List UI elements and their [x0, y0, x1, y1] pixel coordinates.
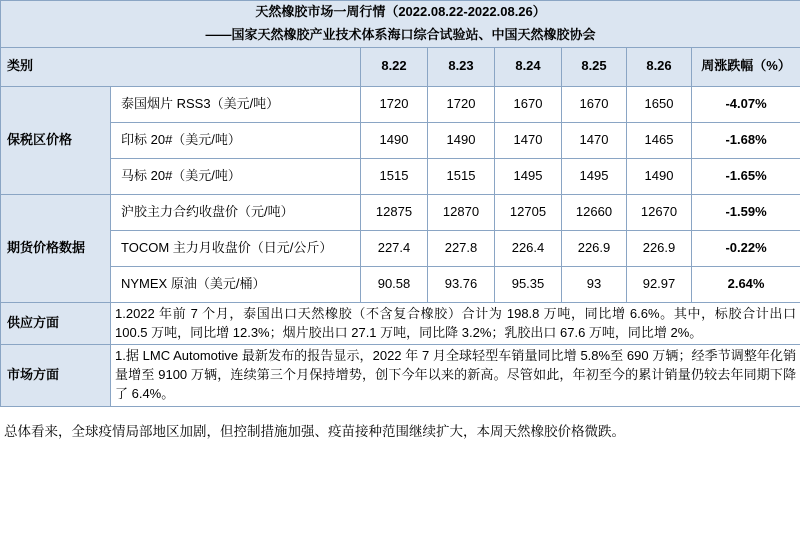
- cell-value: 1495: [495, 158, 562, 194]
- column-header-date-4: 8.25: [562, 47, 627, 86]
- cell-weekly-change: -1.68%: [692, 122, 800, 158]
- cell-weekly-change: -0.22%: [692, 230, 800, 266]
- cell-value: 1650: [627, 86, 692, 122]
- cell-value: 93.76: [428, 266, 495, 302]
- cell-value: 12705: [495, 194, 562, 230]
- cell-value: 1515: [361, 158, 428, 194]
- cell-value: 93: [562, 266, 627, 302]
- cell-weekly-change: 2.64%: [692, 266, 800, 302]
- cell-value: 95.35: [495, 266, 562, 302]
- cell-value: 227.8: [428, 230, 495, 266]
- table-row: [1, 266, 800, 302]
- row-label: 泰国烟片 RSS3（美元/吨）: [111, 86, 361, 122]
- report-title: 天然橡胶市场一周行情（2022.08.22-2022.08.26）: [1, 1, 800, 24]
- cell-value: 1470: [562, 122, 627, 158]
- column-header-category: 类别: [1, 47, 361, 86]
- cell-value: 1720: [428, 86, 495, 122]
- cell-value: 92.97: [627, 266, 692, 302]
- cell-value: 12660: [562, 194, 627, 230]
- cell-value: 90.58: [361, 266, 428, 302]
- supply-section-row: [1, 302, 800, 345]
- category-supply: 供应方面: [1, 302, 111, 345]
- category-market: 市场方面: [1, 345, 111, 407]
- cell-value: 1490: [428, 122, 495, 158]
- cell-value: 1670: [562, 86, 627, 122]
- table-row: [1, 158, 800, 194]
- row-label: TOCOM 主力月收盘价（日元/公斤）: [111, 230, 361, 266]
- category-bonded-price: 保税区价格: [1, 86, 111, 194]
- cell-value: 1490: [361, 122, 428, 158]
- row-label: 马标 20#（美元/吨）: [111, 158, 361, 194]
- report-subtitle: ——国家天然橡胶产业技术体系海口综合试验站、中国天然橡胶协会: [1, 24, 800, 47]
- table-row: [1, 194, 800, 230]
- row-label: NYMEX 原油（美元/桶）: [111, 266, 361, 302]
- row-label: 印标 20#（美元/吨）: [111, 122, 361, 158]
- cell-weekly-change: -4.07%: [692, 86, 800, 122]
- cell-value: 1670: [495, 86, 562, 122]
- column-header-date-3: 8.24: [495, 47, 562, 86]
- cell-value: 226.4: [495, 230, 562, 266]
- column-header-date-1: 8.22: [361, 47, 428, 86]
- summary-text: 总体看来，全球疫情局部地区加剧，但控制措施加强、疫苗接种范围继续扩大，本周天然橡胶价格微跌。: [4, 423, 625, 439]
- cell-value: 1470: [495, 122, 562, 158]
- cell-value: 226.9: [627, 230, 692, 266]
- cell-weekly-change: -1.65%: [692, 158, 800, 194]
- table-row: [1, 122, 800, 158]
- table-row: [1, 230, 800, 266]
- cell-value: 227.4: [361, 230, 428, 266]
- header-row: [1, 47, 800, 86]
- cell-value: 1495: [562, 158, 627, 194]
- cell-value: 12870: [428, 194, 495, 230]
- market-text: 1.据 LMC Automotive 最新发布的报告显示，2022 年 7 月全球轻型车销量同比增 5.8%至 690 万辆；经季节调整年化销量增至 9100 万辆，连续第三个月保持增势，创下今年以来的新高。尽管如此，年初至今的累计销量仍较去年同期下降了 6.4%。: [111, 345, 800, 407]
- column-header-date-5: 8.26: [627, 47, 692, 86]
- market-section-row: [1, 345, 800, 407]
- title-row: [1, 1, 800, 24]
- subtitle-row: [1, 24, 800, 47]
- cell-value: 226.9: [562, 230, 627, 266]
- supply-text: 1.2022 年前 7 个月，泰国出口天然橡胶（不含复合橡胶）合计为 198.8 万吨，同比增 6.6%。其中，标胶合计出口 100.5 万吨，同比增 12.3%；烟片胶出口 27.1 万吨，同比降 3.2%；乳胶出口 67.6 万吨，同比增 2%。: [111, 302, 800, 345]
- category-futures-price: 期货价格数据: [1, 194, 111, 302]
- cell-value: 1720: [361, 86, 428, 122]
- cell-value: 1490: [627, 158, 692, 194]
- cell-value: 1515: [428, 158, 495, 194]
- cell-weekly-change: -1.59%: [692, 194, 800, 230]
- table-row: [1, 86, 800, 122]
- cell-value: 12875: [361, 194, 428, 230]
- row-label: 沪胶主力合约收盘价（元/吨）: [111, 194, 361, 230]
- cell-value: 12670: [627, 194, 692, 230]
- column-header-date-2: 8.23: [428, 47, 495, 86]
- cell-value: 1465: [627, 122, 692, 158]
- column-header-weekly-change: 周涨跌幅（%）: [692, 47, 800, 86]
